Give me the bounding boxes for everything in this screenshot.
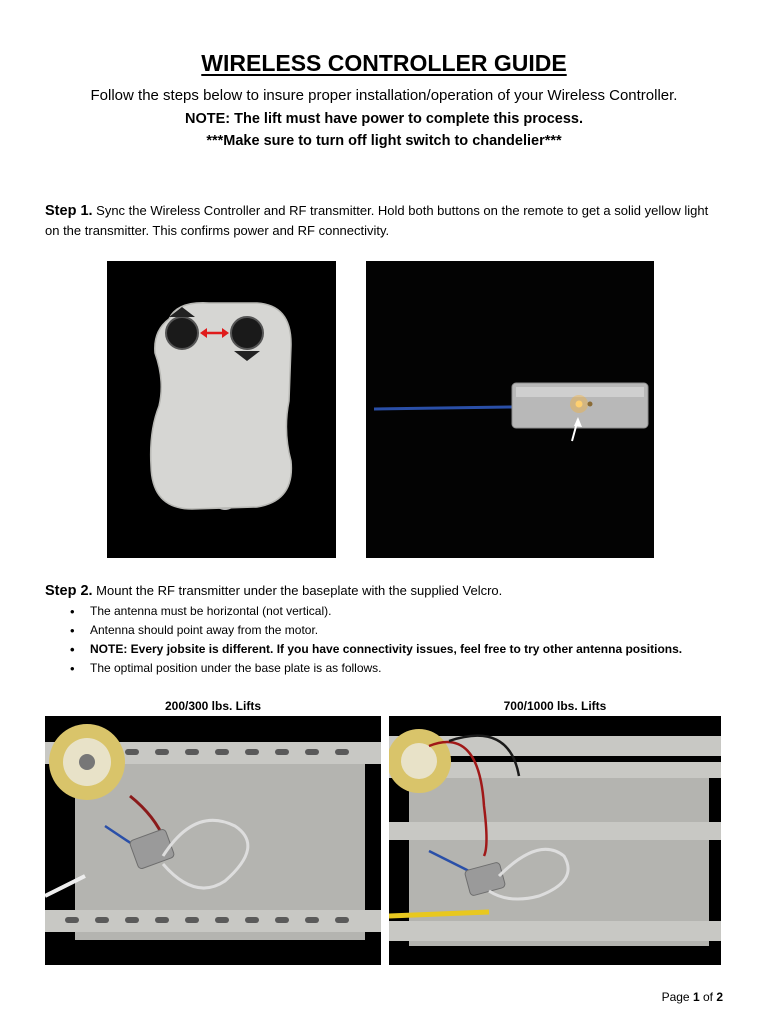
light-switch-warning: ***Make sure to turn off light switch to chandelier*** bbox=[206, 133, 562, 149]
transmitter-photo bbox=[366, 261, 654, 558]
step1-label: Step 1. bbox=[45, 203, 93, 219]
list-item: • NOTE: Every jobsite is different. If you have connectivity issues, feel free to try other antenna positions. bbox=[65, 640, 745, 659]
step1-text bbox=[45, 201, 725, 241]
step2-text bbox=[45, 581, 725, 601]
page-number: Page 1 of 2 bbox=[661, 990, 723, 1004]
step2-label: Step 2. bbox=[45, 583, 93, 599]
transmitter-illustration bbox=[366, 261, 654, 558]
caption-small-lifts: 200/300 lbs. Lifts bbox=[164, 699, 262, 713]
remote-illustration bbox=[107, 261, 336, 558]
step1-body: Sync the Wireless Controller and RF transmitter. Hold both buttons on the remote to get a solid yellow light on the transmitter. This confirms power and RF connectivity. bbox=[45, 203, 709, 238]
list-item: • The antenna must be horizontal (not vertical). bbox=[65, 602, 745, 621]
list-item: • Antenna should point away from the motor. bbox=[65, 621, 745, 640]
baseplate-illustration-large bbox=[389, 716, 721, 965]
baseplate-illustration-small bbox=[45, 716, 381, 965]
baseplate-photo-small-lift bbox=[45, 716, 381, 965]
subtitle: Follow the steps below to insure proper installation/operation of your Wireless Controller. bbox=[90, 87, 678, 104]
caption-large-lifts: 700/1000 lbs. Lifts bbox=[503, 699, 607, 713]
list-item: • The optimal position under the base plate is as follows. bbox=[65, 659, 745, 678]
step2-bullet-list bbox=[65, 602, 745, 678]
page-title: WIRELESS CONTROLLER GUIDE bbox=[201, 50, 567, 76]
remote-photo bbox=[107, 261, 336, 558]
power-note: NOTE: The lift must have power to complete this process. bbox=[184, 111, 583, 127]
baseplate-photo-large-lift bbox=[389, 716, 721, 965]
total-pages: 2 bbox=[716, 990, 723, 1004]
current-page: 1 bbox=[692, 990, 700, 1004]
step2-body: Mount the RF transmitter under the baseplate with the supplied Velcro. bbox=[92, 583, 503, 598]
